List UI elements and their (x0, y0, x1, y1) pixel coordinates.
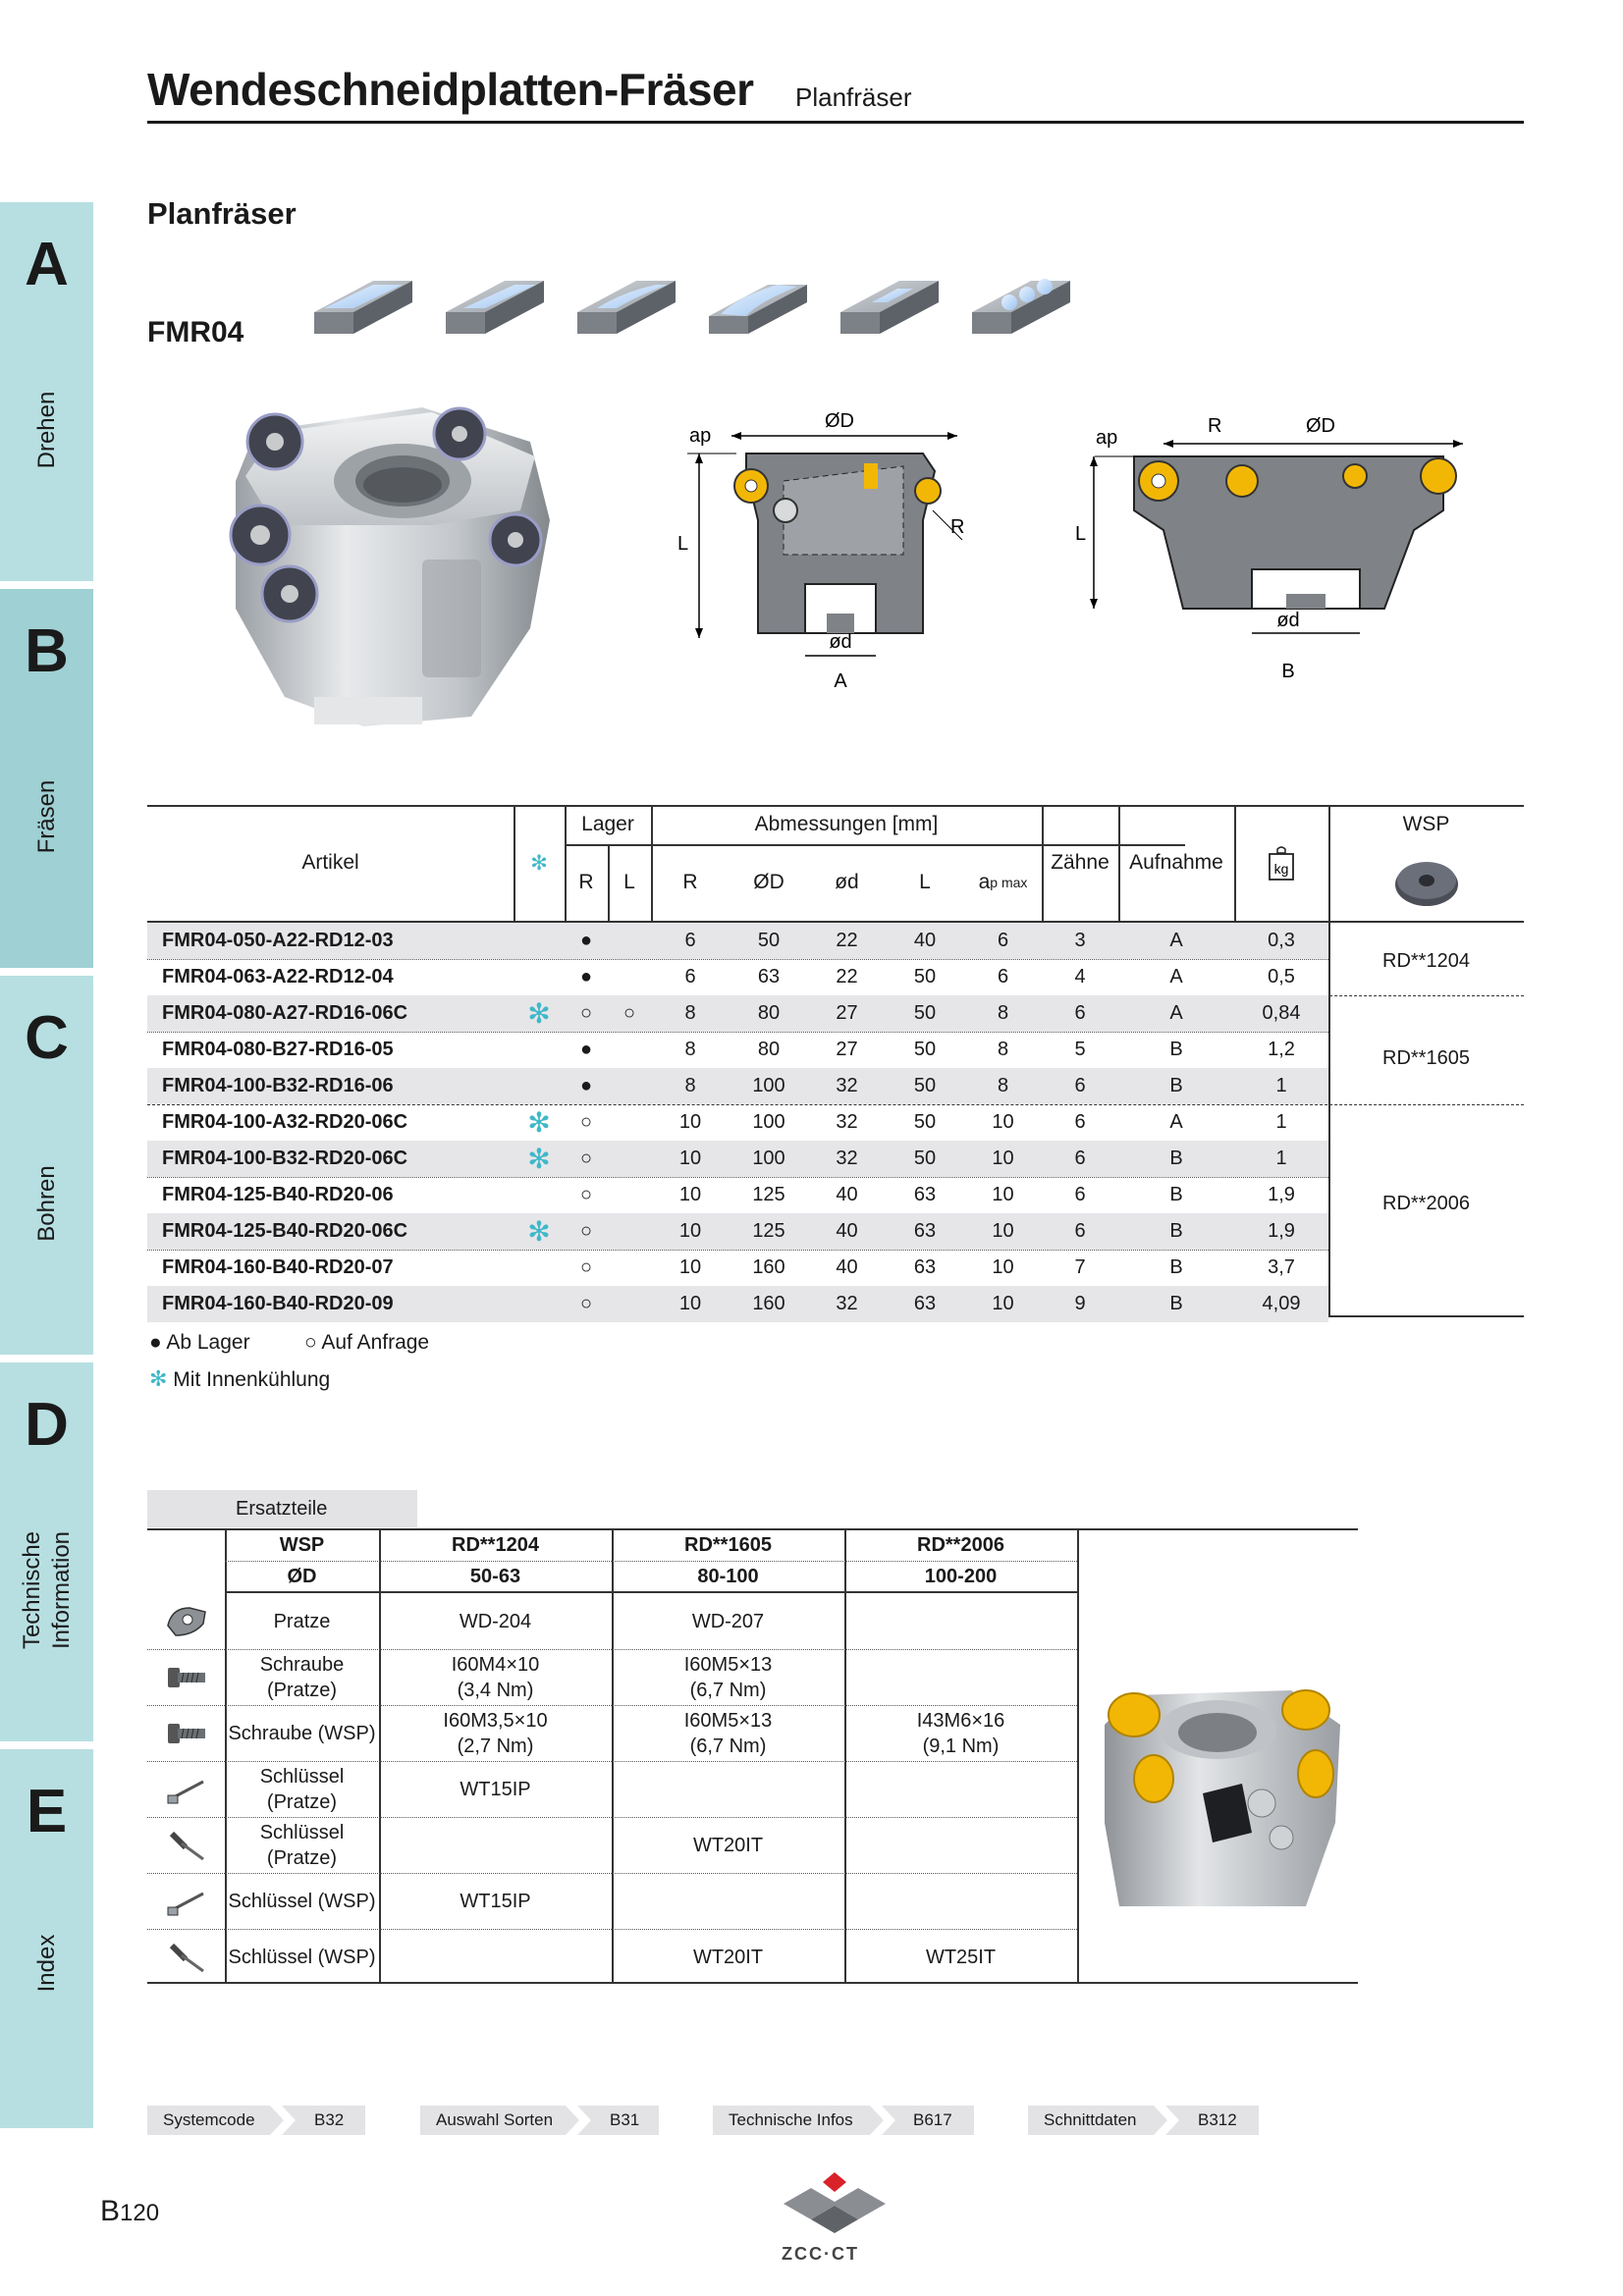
screw-icon (147, 1705, 225, 1761)
tab-label: Technische Information (19, 1530, 75, 1650)
variant-label: A (834, 670, 847, 692)
cell-artikel: FMR04-160-B40-RD20-07 (162, 1256, 394, 1278)
cell-d: 32 (836, 1075, 858, 1096)
application-icons (306, 267, 1072, 349)
cell-ap: 10 (992, 1148, 1014, 1169)
cell-d: 22 (836, 930, 858, 951)
t-key-icon (147, 1817, 225, 1873)
col-d: 80-100 (697, 1566, 759, 1587)
tab-letter: E (26, 1778, 68, 1845)
cell-r: ○ (579, 1293, 593, 1314)
nav-auswahl-sorten[interactable] (420, 2106, 659, 2135)
technical-drawing-a (677, 402, 992, 697)
cell-R: 6 (684, 930, 696, 951)
cell-l (608, 923, 651, 959)
cell-auf: A (1169, 1111, 1183, 1133)
part-value: I60M4×10 (3,4 Nm) (451, 1653, 540, 1701)
cell-D: 160 (752, 1256, 785, 1278)
col-d: 50-63 (469, 1566, 521, 1587)
d-label: ØD (287, 1566, 317, 1587)
cell-R: 10 (678, 1256, 702, 1278)
cell-D: 50 (757, 930, 781, 951)
cell-d: 40 (836, 1184, 858, 1205)
col-wsp: RD**1204 (452, 1533, 539, 1556)
cell-L: 50 (913, 1075, 937, 1096)
screw-icon (147, 1649, 225, 1705)
dim-d-label: ød (829, 631, 852, 653)
cell-auf: B (1169, 1075, 1183, 1096)
nav-label: Schnittdaten (1044, 2110, 1137, 2129)
cell-r: ○ (579, 1256, 593, 1278)
cell-z: 6 (1074, 1184, 1086, 1205)
product-code: FMR04 (147, 316, 244, 348)
cell-l (608, 1213, 651, 1250)
cell-R: 10 (678, 1184, 702, 1205)
nav-ref: B31 (610, 2110, 640, 2129)
cell-L: 63 (913, 1184, 937, 1205)
cell-r: ● (579, 1075, 593, 1096)
legend-auf-anfrage: ○ Auf Anfrage (304, 1331, 430, 1354)
cell-cool: ✻ (527, 1143, 551, 1174)
cell-d: 40 (836, 1220, 858, 1242)
shoulder-mill-icon (577, 281, 676, 334)
cell-L: 50 (913, 1111, 937, 1133)
part-value (844, 1761, 1077, 1817)
cell-z: 6 (1074, 1148, 1086, 1169)
cell-cool (514, 959, 565, 995)
cell-auf: B (1169, 1293, 1183, 1314)
part-value (612, 1761, 844, 1817)
cell-z: 4 (1074, 966, 1086, 988)
cell-L: 63 (913, 1220, 937, 1242)
cell-r: ○ (579, 1220, 593, 1242)
cell-z: 9 (1074, 1293, 1086, 1314)
tab-letter: A (25, 231, 69, 298)
cell-d: 40 (836, 1256, 858, 1278)
legend-innenkuehlung: ✻ Mit Innenkühlung (149, 1366, 331, 1391)
page-subtitle: Planfräser (795, 82, 912, 112)
col-wsp: RD**2006 (917, 1533, 1004, 1556)
part-value (844, 1593, 1077, 1649)
tab-letter: D (25, 1391, 69, 1459)
cell-l (608, 1032, 651, 1068)
cell-l (608, 1104, 651, 1141)
nav-systemcode[interactable] (147, 2106, 365, 2135)
cell-z: 5 (1074, 1039, 1086, 1060)
cell-kg: 4,09 (1262, 1293, 1301, 1314)
part-value: WD-204 (459, 1610, 532, 1632)
part-name: Schlüssel (Pratze) (259, 1821, 345, 1869)
cell-R: 10 (678, 1148, 702, 1169)
cell-kg: 1,2 (1268, 1039, 1295, 1060)
dim-D-label: ØD (1306, 415, 1335, 437)
cell-ap: 10 (992, 1256, 1014, 1278)
cell-artikel: FMR04-160-B40-RD20-09 (162, 1293, 394, 1314)
legend-ab-lager: ● Ab Lager (149, 1331, 250, 1354)
wsp-group: RD**1605 (1382, 1047, 1470, 1069)
col-R: R (682, 871, 698, 893)
cell-ap: 8 (997, 1039, 1009, 1060)
part-name: Schraube (Pratze) (259, 1653, 345, 1701)
dim-d-label: ød (1276, 610, 1300, 631)
cell-artikel: FMR04-100-A32-RD20-06C (162, 1111, 408, 1133)
col-lager: Lager (581, 813, 634, 835)
cell-r: ● (579, 930, 593, 951)
tab-a[interactable] (0, 202, 93, 581)
cell-artikel: FMR04-080-A27-RD16-06C (162, 1002, 408, 1024)
cell-D: 100 (752, 1075, 785, 1096)
cell-r: ○ (579, 1002, 593, 1024)
nav-schnittdaten[interactable] (1028, 2106, 1259, 2135)
part-value: I60M3,5×10 (2,7 Nm) (443, 1709, 548, 1757)
cell-cool: ✻ (527, 1215, 551, 1247)
cell-cool (514, 1068, 565, 1104)
insert-image (1328, 844, 1524, 921)
dim-D-label: ØD (825, 410, 854, 432)
clamp-icon (147, 1593, 225, 1649)
product-image (196, 402, 560, 736)
part-value: I43M6×16 (9,1 Nm) (916, 1709, 1005, 1757)
part-value (379, 1817, 612, 1873)
part-value: WT15IP (460, 1890, 531, 1912)
spare-parts-image (1095, 1685, 1345, 1911)
cell-cool (514, 1032, 565, 1068)
nav-ref: B32 (314, 2110, 345, 2129)
cell-L: 50 (913, 966, 937, 988)
cell-auf: A (1169, 1002, 1183, 1024)
chevron-right-icon (270, 2106, 296, 2135)
wsp-label: WSP (279, 1533, 325, 1556)
col-lager-l: L (623, 871, 635, 893)
cell-D: 80 (757, 1039, 781, 1060)
cell-l (608, 1286, 651, 1322)
cell-L: 50 (913, 1039, 937, 1060)
cell-auf: A (1169, 966, 1183, 988)
pocket-mill-icon (840, 281, 939, 334)
cell-l (608, 1177, 651, 1213)
nav-label: Auswahl Sorten (436, 2110, 554, 2129)
cell-kg: 0,3 (1268, 930, 1295, 951)
chevron-right-icon (870, 2106, 895, 2135)
cell-artikel: FMR04-080-B27-RD16-05 (162, 1039, 394, 1060)
cell-r: ● (579, 966, 593, 988)
technical-drawing-b (1070, 402, 1473, 697)
cell-D: 63 (757, 966, 781, 988)
plunge-mill-icon (972, 279, 1070, 334)
nav-label: Technische Infos (729, 2110, 853, 2129)
cell-ap: 6 (997, 966, 1009, 988)
cell-auf: B (1169, 1148, 1183, 1169)
cell-l (608, 959, 651, 995)
nav-label: Systemcode (163, 2110, 255, 2129)
cell-artikel: FMR04-100-B32-RD16-06 (162, 1075, 394, 1096)
cell-ap: 8 (997, 1075, 1009, 1096)
cell-ap: 10 (992, 1111, 1014, 1133)
cell-kg: 1,9 (1268, 1184, 1295, 1205)
col-D: ØD (753, 871, 784, 893)
dim-L-label: L (1075, 523, 1087, 545)
coolant-icon: ✻ (149, 1366, 168, 1391)
key-icon (147, 1761, 225, 1817)
cell-z: 3 (1074, 930, 1086, 951)
cell-D: 160 (752, 1293, 785, 1314)
dim-L-label: L (677, 533, 689, 555)
cell-ap: 10 (992, 1220, 1014, 1242)
cell-r: ○ (579, 1184, 593, 1205)
cell-cool: ✻ (527, 997, 551, 1029)
part-name: Schlüssel (WSP) (228, 1946, 376, 1968)
variant-label: B (1281, 661, 1295, 682)
tab-e[interactable] (0, 1749, 93, 2128)
tab-letter: B (25, 617, 69, 685)
wsp-group: RD**1204 (1382, 950, 1470, 972)
t-key-icon (147, 1929, 225, 1985)
brand-logo (776, 2164, 893, 2238)
cell-l (608, 1250, 651, 1286)
cell-kg: 3,7 (1268, 1256, 1295, 1278)
cell-ap: 10 (992, 1184, 1014, 1205)
cell-d: 32 (836, 1293, 858, 1314)
part-value: WT15IP (460, 1778, 531, 1800)
cell-R: 8 (684, 1039, 696, 1060)
cell-L: 50 (913, 1148, 937, 1169)
tab-label: Fräsen (33, 779, 60, 854)
part-value: WD-207 (691, 1610, 765, 1632)
tab-label: Drehen (33, 391, 60, 469)
cell-R: 8 (684, 1002, 696, 1024)
spare-parts-tab: Ersatzteile (147, 1490, 417, 1527)
nav-ref: B617 (913, 2110, 952, 2129)
cell-kg: 1,9 (1268, 1220, 1295, 1242)
col-wsp: RD**1605 (684, 1533, 772, 1556)
cell-auf: B (1169, 1184, 1183, 1205)
cell-ap: 6 (997, 930, 1009, 951)
page-title: Wendeschneidplatten-Fräser (147, 64, 754, 115)
brand-name: ZCC·CT (782, 2244, 859, 2264)
cell-L: 50 (913, 1002, 937, 1024)
tab-d[interactable] (0, 1362, 93, 1741)
part-value: I60M5×13 (6,7 Nm) (683, 1709, 773, 1757)
page-number: B120 (100, 2195, 160, 2227)
cell-ap: 10 (992, 1293, 1014, 1314)
cell-D: 100 (752, 1111, 785, 1133)
cell-cool (514, 1250, 565, 1286)
cell-z: 6 (1074, 1220, 1086, 1242)
cell-auf: A (1169, 930, 1183, 951)
cell-artikel: FMR04-050-A22-RD12-03 (162, 930, 394, 951)
cell-L: 63 (913, 1256, 937, 1278)
part-name: Schlüssel (Pratze) (259, 1765, 345, 1813)
cell-artikel: FMR04-125-B40-RD20-06 (162, 1184, 394, 1205)
col-wsp: WSP (1402, 813, 1450, 835)
part-value: WT20IT (692, 1834, 764, 1856)
tab-letter: C (25, 1004, 69, 1072)
col-L: L (919, 871, 931, 893)
cell-D: 125 (752, 1184, 785, 1205)
cell-L: 40 (913, 930, 937, 951)
cell-R: 10 (678, 1220, 702, 1242)
part-value (844, 1817, 1077, 1873)
cell-d: 27 (836, 1002, 858, 1024)
cell-kg: 0,5 (1268, 966, 1295, 988)
cell-D: 100 (752, 1148, 785, 1169)
coolant-icon: ✻ (530, 851, 548, 875)
copy-mill-icon (709, 285, 807, 334)
cell-auf: B (1169, 1220, 1183, 1242)
page-header (147, 63, 1524, 124)
part-value: WT20IT (692, 1946, 764, 1968)
cell-d: 22 (836, 966, 858, 988)
spare-parts-table (147, 1528, 1358, 1984)
cell-z: 6 (1074, 1111, 1086, 1133)
col-d: ød (835, 871, 859, 893)
tab-label: Index (33, 1934, 60, 1993)
section-title: Planfräser (147, 196, 297, 231)
cell-auf: B (1169, 1039, 1183, 1060)
part-value (379, 1929, 612, 1985)
cell-z: 6 (1074, 1002, 1086, 1024)
cell-d: 32 (836, 1148, 858, 1169)
wsp-group: RD**2006 (1382, 1193, 1470, 1214)
col-lager-r: R (578, 871, 594, 893)
cell-l (608, 1141, 651, 1177)
cell-kg: 1 (1275, 1075, 1287, 1096)
part-value: WT25IT (925, 1946, 997, 1968)
cell-cool (514, 1177, 565, 1213)
chevron-right-icon (1154, 2106, 1179, 2135)
cell-r: ○ (579, 1148, 593, 1169)
part-name: Schraube (WSP) (228, 1722, 376, 1744)
part-value (612, 1873, 844, 1929)
key-icon (147, 1873, 225, 1929)
tab-c[interactable] (0, 976, 93, 1355)
cell-l (608, 1068, 651, 1104)
part-name: Schlüssel (WSP) (228, 1890, 376, 1912)
cell-kg: 1 (1275, 1148, 1287, 1169)
cell-R: 8 (684, 1075, 696, 1096)
cell-artikel: FMR04-100-B32-RD20-06C (162, 1148, 408, 1169)
tab-label: Bohren (33, 1165, 60, 1242)
cell-cool: ✻ (527, 1106, 551, 1138)
col-ap: a p max (978, 871, 1028, 893)
cell-D: 125 (752, 1220, 785, 1242)
dim-R-label: R (950, 516, 965, 538)
dim-ap-label: ap (1096, 427, 1118, 449)
cell-r: ○ (579, 1111, 593, 1133)
weight-icon (1269, 845, 1294, 881)
col-weight (1234, 805, 1328, 921)
face-mill-icon (314, 281, 412, 334)
article-table (147, 805, 1524, 1317)
nav-ref: B312 (1198, 2110, 1237, 2129)
part-value (844, 1873, 1077, 1929)
cell-z: 6 (1074, 1075, 1086, 1096)
cell-kg: 0,84 (1262, 1002, 1301, 1024)
step-mill-icon (446, 281, 544, 334)
cell-L: 63 (913, 1293, 937, 1314)
part-name: Pratze (273, 1610, 331, 1632)
dim-R-label: R (1208, 415, 1222, 437)
cell-l: ○ (622, 1002, 636, 1024)
cell-auf: B (1169, 1256, 1183, 1278)
col-aufnahme: Aufnahme (1129, 851, 1223, 874)
col-d: 100-200 (924, 1566, 998, 1587)
cell-D: 80 (757, 1002, 781, 1024)
cell-d: 27 (836, 1039, 858, 1060)
part-value: I60M5×13 (6,7 Nm) (683, 1653, 773, 1701)
cell-artikel: FMR04-063-A22-RD12-04 (162, 966, 394, 988)
cell-kg: 1 (1275, 1111, 1287, 1133)
cell-R: 6 (684, 966, 696, 988)
cell-z: 7 (1074, 1256, 1086, 1278)
cell-R: 10 (678, 1293, 702, 1314)
cell-r: ● (579, 1039, 593, 1060)
part-value (844, 1649, 1077, 1705)
chevron-right-icon (566, 2106, 591, 2135)
weight-unit: kg (1273, 861, 1289, 877)
col-artikel: Artikel (301, 851, 359, 874)
cell-cool (514, 923, 565, 959)
cell-ap: 8 (997, 1002, 1009, 1024)
cell-cool (514, 1286, 565, 1322)
dim-ap-label: ap (689, 425, 712, 447)
cell-artikel: FMR04-125-B40-RD20-06C (162, 1220, 408, 1242)
cell-R: 10 (678, 1111, 702, 1133)
nav-technische-infos[interactable] (713, 2106, 974, 2135)
col-zaehne: Zähne (1051, 851, 1109, 874)
cell-d: 32 (836, 1111, 858, 1133)
col-abmessungen: Abmessungen [mm] (754, 813, 939, 835)
tab-b[interactable] (0, 589, 93, 968)
